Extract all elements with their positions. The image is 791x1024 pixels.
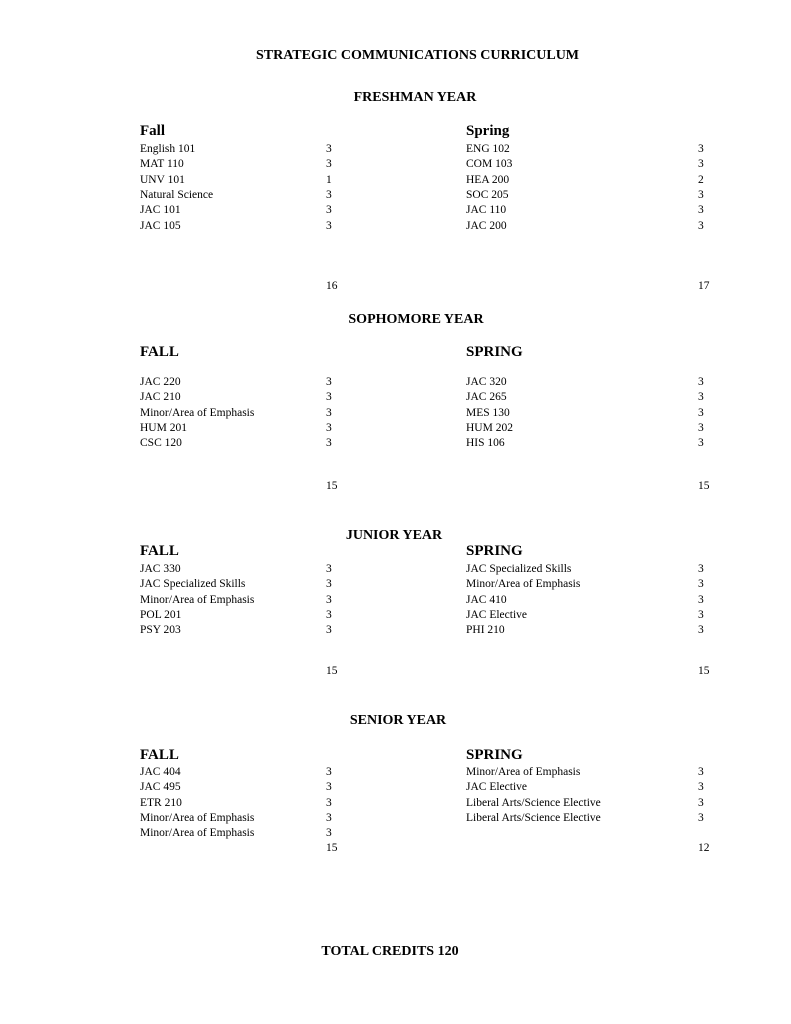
course-name: JAC 320 [466,376,507,388]
course-credits: 3 [326,811,332,824]
term-total-credits: 15 [326,842,338,854]
course-credits: 3 [698,376,704,388]
document-title: STRATEGIC COMMUNICATIONS CURRICULUM [255,48,580,63]
course-name: Liberal Arts/Science Elective [466,811,601,824]
course-credits: 3 [698,391,704,404]
term-total-credits: 16 [326,280,338,292]
course-credits: 3 [698,781,704,794]
course-name: PSY 203 [140,624,181,637]
course-name: HEA 200 [466,173,510,186]
term-total-credits: 15 [698,480,710,492]
course-credits: 3 [326,376,332,388]
course-name: CSC 120 [140,437,182,450]
term-total-credits: 17 [698,280,710,292]
course-name: JAC 404 [140,766,181,778]
course-credits: 3 [698,437,704,450]
course-credits: 3 [698,204,704,217]
term-heading-fall: FALL [140,543,179,559]
course-credits: 3 [698,593,704,606]
course-name: POL 201 [140,608,182,621]
term-heading-spring: Spring [466,123,510,139]
course-name: JAC Specialized Skills [466,563,572,575]
course-credits: 3 [326,437,332,450]
course-credits: 3 [698,624,704,637]
term-heading-spring: SPRING [466,344,523,360]
course-credits: 3 [326,796,332,809]
course-name: JAC 210 [140,391,181,404]
course-credits: 3 [698,608,704,621]
term-total-credits: 15 [698,665,710,677]
course-credits: 3 [698,158,704,171]
course-name: Natural Science [140,188,214,201]
course-name: JAC Specialized Skills [140,578,246,591]
course-name: Minor/Area of Emphasis [140,827,255,840]
course-credits: 3 [326,827,332,840]
course-credits: 3 [698,188,704,201]
course-name: HUM 202 [466,421,513,434]
course-credits: 3 [326,158,332,171]
course-credits: 3 [326,578,332,591]
term-heading-fall: FALL [140,344,179,360]
course-name: JAC Elective [466,781,527,794]
course-credits: 3 [698,563,704,575]
term-heading-spring: SPRING [466,543,523,559]
course-name: JAC 410 [466,593,507,606]
course-credits: 3 [326,143,332,155]
year-heading: SOPHOMORE YEAR [348,312,484,327]
course-name: JAC 495 [140,781,181,794]
course-credits: 3 [326,421,332,434]
course-credits: 3 [326,406,332,419]
course-name: JAC 330 [140,563,181,575]
course-name: COM 103 [466,158,513,171]
course-credits: 3 [326,391,332,404]
course-name: ETR 210 [140,796,182,809]
course-name: MAT 110 [140,158,184,171]
course-credits: 3 [326,781,332,794]
course-name: JAC 110 [466,204,507,217]
course-credits: 3 [698,143,704,155]
course-credits: 3 [326,766,332,778]
course-name: JAC 105 [140,219,181,232]
course-credits: 3 [326,593,332,606]
course-name: English 101 [140,143,196,155]
course-credits: 3 [698,219,704,232]
course-name: Minor/Area of Emphasis [466,766,581,778]
year-heading: FRESHMAN YEAR [353,90,477,105]
course-name: UNV 101 [140,173,185,186]
course-name: Minor/Area of Emphasis [140,811,255,824]
course-name: JAC 101 [140,204,181,217]
course-name: JAC 265 [466,391,507,404]
course-name: MES 130 [466,406,510,419]
course-credits: 3 [326,219,332,232]
course-name: JAC Elective [466,608,527,621]
course-name: ENG 102 [466,143,510,155]
course-credits: 3 [326,608,332,621]
course-name: Liberal Arts/Science Elective [466,796,601,809]
term-heading-fall: FALL [140,747,179,763]
course-credits: 3 [698,578,704,591]
course-name: SOC 205 [466,188,509,201]
course-credits: 3 [326,563,332,575]
year-heading: SENIOR YEAR [349,713,447,728]
term-heading-fall: Fall [140,123,165,139]
total-credits: TOTAL CREDITS 120 [321,944,459,959]
course-credits: 1 [326,173,332,186]
course-credits: 3 [698,406,704,419]
course-name: PHI 210 [466,624,505,637]
course-credits: 3 [698,811,704,824]
course-credits: 3 [698,796,704,809]
course-credits: 3 [326,624,332,637]
term-total-credits: 15 [326,665,338,677]
course-name: HIS 106 [466,437,505,450]
term-total-credits: 12 [698,842,710,854]
term-heading-spring: SPRING [466,747,523,763]
course-credits: 3 [698,766,704,778]
course-credits: 2 [698,173,704,186]
year-heading: JUNIOR YEAR [345,528,443,543]
course-credits: 3 [326,204,332,217]
course-credits: 3 [698,421,704,434]
course-name: JAC 200 [466,219,507,232]
course-credits: 3 [326,188,332,201]
course-name: JAC 220 [140,376,181,388]
term-total-credits: 15 [326,480,338,492]
course-name: Minor/Area of Emphasis [466,578,581,591]
course-name: HUM 201 [140,421,187,434]
course-name: Minor/Area of Emphasis [140,406,255,419]
course-name: Minor/Area of Emphasis [140,593,255,606]
